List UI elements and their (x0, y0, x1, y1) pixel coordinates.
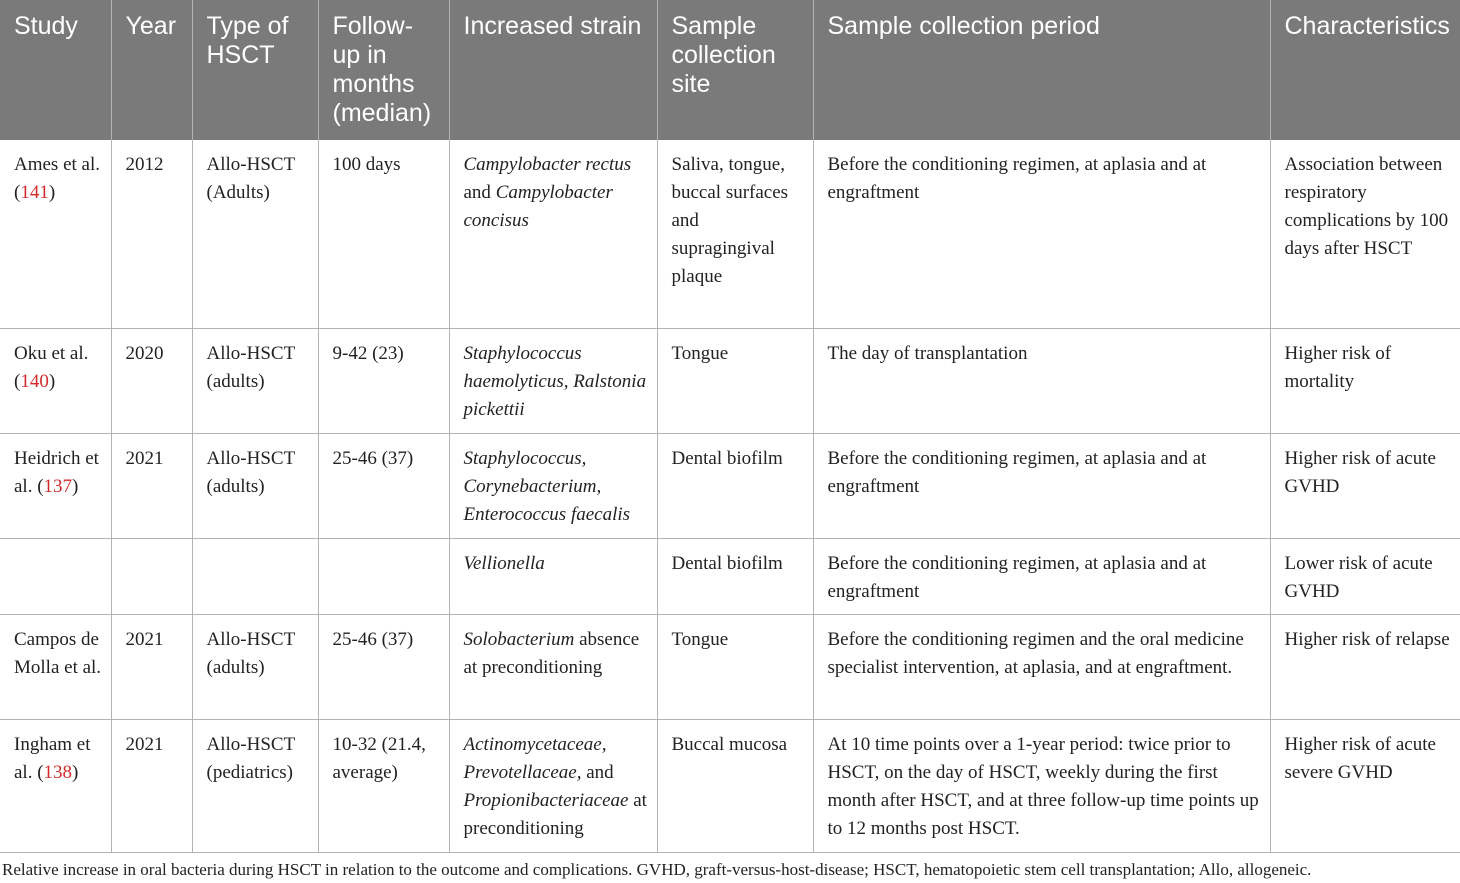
cell-followup: 100 days (318, 140, 449, 328)
cell-strain (449, 719, 657, 852)
study-name: Oku et al. (14, 342, 89, 364)
cell-study: Campos de Molla et al. (0, 614, 111, 719)
study-name: Ingham et al. (14, 733, 91, 783)
cell-study (0, 538, 111, 614)
table-row (0, 614, 1460, 719)
header-type: Type of HSCT (192, 0, 318, 140)
cell-year: 2021 (111, 614, 192, 719)
cell-site: Tongue (657, 328, 813, 433)
cell-followup (318, 538, 449, 614)
cell-type: Allo-HSCT (adults) (192, 433, 318, 538)
table-row (0, 328, 1460, 433)
cell-type: Allo-HSCT (adults) (192, 328, 318, 433)
cell-site: Saliva, tongue, buccal surfaces and supragingival plaque (657, 140, 813, 328)
header-strain: Increased strain (449, 0, 657, 140)
cell-strain (449, 614, 657, 719)
reference-link[interactable]: 138 (43, 761, 73, 783)
header-characteristics: Characteristics (1270, 0, 1460, 140)
cell-period: Before the conditioning regimen, at aplasia and at engraftment (813, 140, 1270, 328)
header-followup: Follow-up in months (median) (318, 0, 449, 140)
cell-characteristics: Association between respiratory complications by 100 days after HSCT (1270, 140, 1460, 328)
cell-site: Dental biofilm (657, 538, 813, 614)
table-row (0, 140, 1460, 328)
header-row (0, 0, 1460, 140)
cell-year: 2021 (111, 433, 192, 538)
cell-period: Before the conditioning regimen, at aplasia and at engraftment (813, 433, 1270, 538)
table-footnote: Relative increase in oral bacteria during HSCT in relation to the outcome and complications. GVHD, graft-versus-host-disease; HSCT, hematopoietic stem cell transplantation; Allo, allogeneic. (2, 860, 1312, 879)
cell-study: Heidrich et al. (137) (0, 433, 111, 538)
cell-year: 2020 (111, 328, 192, 433)
table-header (0, 0, 1460, 140)
cell-site: Tongue (657, 614, 813, 719)
strain-join: and (581, 761, 614, 783)
cell-followup: 25-46 (37) (318, 433, 449, 538)
table-row (0, 538, 1460, 614)
cell-characteristics: Higher risk of relapse (1270, 614, 1460, 719)
strain-note: absence at preconditioning (463, 628, 640, 678)
header-year: Year (111, 0, 192, 140)
cell-site: Buccal mucosa (657, 719, 813, 852)
cell-characteristics: Higher risk of mortality (1270, 328, 1460, 433)
cell-type: Allo-HSCT (adults) (192, 614, 318, 719)
reference-link[interactable]: 137 (43, 475, 73, 497)
strain-join: and (463, 182, 496, 203)
header-study: Study (0, 0, 111, 140)
table-row (0, 719, 1460, 852)
cell-year: 2012 (111, 140, 192, 328)
strain-name: Campylobacter rectus (463, 154, 632, 175)
study-name: Ames et al. (14, 154, 101, 175)
cell-followup: 9-42 (23) (318, 328, 449, 433)
cell-period: The day of transplantation (813, 328, 1270, 433)
table-body (0, 140, 1460, 852)
strain-note: at preconditioning (463, 789, 647, 839)
cell-study: Oku et al. (140) (0, 328, 111, 433)
strain-name: Solobacterium (463, 628, 575, 650)
cell-site: Dental biofilm (657, 433, 813, 538)
cell-characteristics: Lower risk of acute GVHD (1270, 538, 1460, 614)
cell-period: At 10 time points over a 1-year period: twice prior to HSCT, on the day of HSCT, weekly during the first month after HSCT, and at three follow-up time points up to 12 months post HSCT. (813, 719, 1270, 852)
header-site: Sample collection site (657, 0, 813, 140)
cell-followup: 25-46 (37) (318, 614, 449, 719)
cell-type (192, 538, 318, 614)
cell-followup: 10-32 (21.4, average) (318, 719, 449, 852)
study-name: Heidrich et al. (14, 447, 99, 497)
cell-type: Allo-HSCT (Adults) (192, 140, 318, 328)
cell-study: Ames et al. (141) (0, 140, 111, 328)
cell-strain: Staphylococcus haemolyticus, Ralstonia pickettii (449, 328, 657, 433)
cell-strain: Staphylococcus, Corynebacterium, Enterococcus faecalis (449, 433, 657, 538)
header-period: Sample collection period (813, 0, 1270, 140)
table-row (0, 433, 1460, 538)
reference-link[interactable]: 141 (20, 182, 49, 203)
strain-name: Propionibacteriaceae (463, 789, 629, 811)
cell-study: Ingham et al. (138) (0, 719, 111, 852)
strain-name: Campylobacter concisus (463, 182, 613, 231)
reference-link[interactable]: 140 (20, 370, 49, 392)
cell-period: Before the conditioning regimen and the oral medicine specialist intervention, at aplasia, and at engraftment. (813, 614, 1270, 719)
cell-strain: Vellionella (449, 538, 657, 614)
cell-year: 2021 (111, 719, 192, 852)
cell-characteristics: Higher risk of acute GVHD (1270, 433, 1460, 538)
cell-type: Allo-HSCT (pediatrics) (192, 719, 318, 852)
cell-period: Before the conditioning regimen, at aplasia and at engraftment (813, 538, 1270, 614)
cell-year (111, 538, 192, 614)
strain-name: Actinomycetaceae, Prevotellaceae, (463, 733, 607, 783)
cell-characteristics: Higher risk of acute severe GVHD (1270, 719, 1460, 852)
cell-strain (449, 140, 657, 328)
